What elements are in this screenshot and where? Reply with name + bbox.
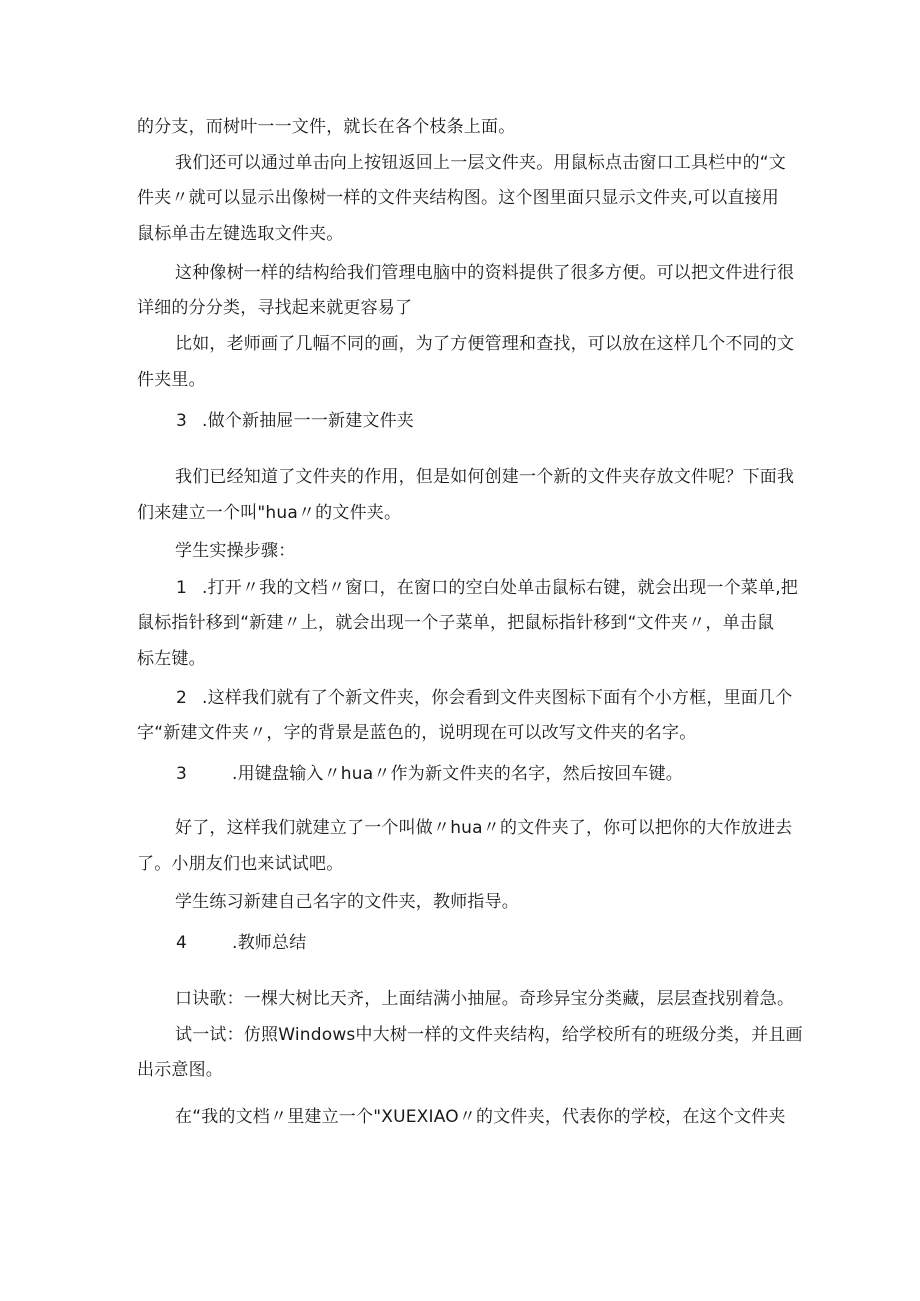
paragraph-line: 件夹〃就可以显示出像树一样的文件夹结构图。这个图里面只显示文件夹,可以直接用 <box>137 188 780 208</box>
paragraph-line: 好了，这样我们就建立了一个叫做〃hua〃的文件夹了，你可以把你的大作放进去 <box>175 818 793 838</box>
paragraph-line: 学生实操步骤： <box>175 541 296 561</box>
paragraph-line: 比如，老师画了几幅不同的画，为了方便管理和查找，可以放在这样几个不同的文 <box>175 334 795 354</box>
step-number: 3 <box>176 764 188 784</box>
paragraph-line: 鼠标单击左键选取文件夹。 <box>137 224 344 244</box>
paragraph-line: 我们还可以通过单击向上按钮返回上一层文件夹。用鼠标点击窗口工具栏中的“文 <box>175 153 787 173</box>
paragraph-line: 学生练习新建自己名字的文件夹，教师指导。 <box>175 892 519 912</box>
paragraph-line: .用键盘输入〃hua〃作为新文件夹的名字，然后按回车键。 <box>232 764 683 784</box>
paragraph-line: 试一试：仿照Windows中大树一样的文件夹结构，给学校所有的班级分类，并且画 <box>175 1025 803 1045</box>
paragraph-line: 详细的分分类，寻找起来就更容易了 <box>137 298 413 318</box>
paragraph-line: 标左键。 <box>137 649 206 669</box>
paragraph-line: 字“新建文件夹〃，字的背景是蓝色的，说明现在可以改写文件夹的名字。 <box>137 723 697 743</box>
paragraph-line: 我们已经知道了文件夹的作用，但是如何创建一个新的文件夹存放文件呢？下面我 <box>175 467 795 487</box>
paragraph-line: 们来建立一个叫"hua〃的文件夹。 <box>137 503 402 523</box>
paragraph-line: 鼠标指针移到“新建〃上，就会出现一个子菜单，把鼠标指针移到“文件夹〃，单击鼠 <box>137 613 775 633</box>
paragraph-line: 件夹里。 <box>137 370 206 390</box>
paragraph-line: 口诀歌：一棵大树比天齐，上面结满小抽屉。奇珍异宝分类藏，层层查找别着急。 <box>175 989 795 1009</box>
paragraph-line: 出示意图。 <box>137 1060 223 1080</box>
section-number: 3 <box>176 411 188 431</box>
section-heading: .做个新抽屉一一新建文件夹 <box>202 411 415 431</box>
paragraph-line: 在“我的文档〃里建立一个"XUEXIAO〃的文件夹，代表你的学校，在这个文件夹 <box>175 1107 786 1127</box>
paragraph-line: 的分支，而树叶一一文件，就长在各个枝条上面。 <box>137 117 516 137</box>
paragraph-line: 了。小朋友们也来试试吧。 <box>137 854 344 874</box>
step-number: 2 <box>176 688 188 708</box>
step-number: 1 <box>176 578 188 598</box>
section-heading: .教师总结 <box>232 933 307 953</box>
paragraph-line: .这样我们就有了个新文件夹，你会看到文件夹图标下面有个小方框，里面几个 <box>202 688 793 708</box>
section-number: 4 <box>176 933 188 953</box>
paragraph-line: .打开〃我的文档〃窗口，在窗口的空白处单击鼠标右键，就会出现一个菜单,把 <box>202 578 799 598</box>
paragraph-line: 这种像树一样的结构给我们管理电脑中的资料提供了很多方便。可以把文件进行很 <box>175 263 795 283</box>
